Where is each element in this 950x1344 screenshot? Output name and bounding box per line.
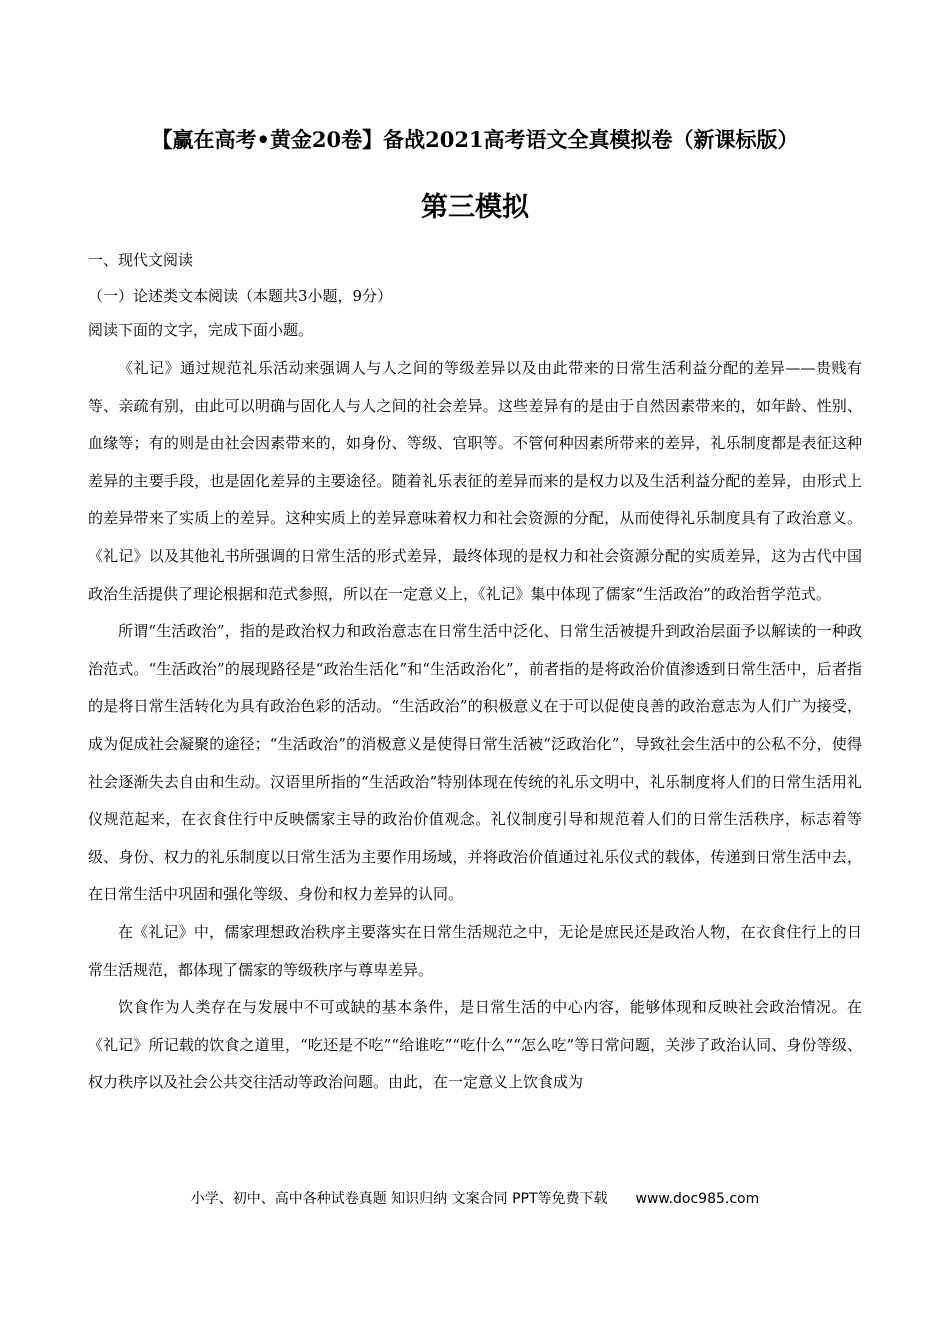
passage-paragraph-1: 《礼记》通过规范礼乐活动来强调人与人之间的等级差异以及由此带来的日常生活利益分配的差异——贵贱有等、亲疏有别，由此可以明确与固化人与人之间的社会差异。这些差异有的是由于自然因素带来的，如年龄、性别、血缘等；有的则是由社会因素带来的，如身份、等级、官职等。不管何种因素所带来的差异，礼乐制度都是表征这种差异的主要手段，也是固化差异的主要途径。随着礼乐表征的差异而来的是权力以及生活利益分配的差异，由形式上的差异带来了实质上的差异。这种实质上的差异意味着权力和社会资源的分配，从而使得礼乐制度具有了政治意义。《礼记》以及其他礼书所强调的日常生活的形式差异，最终体现的是权力和社会资源分配的实质差异，这为古代中国政治生活提供了理论根据和范式参照，所以在一定意义上，《礼记》集中体现了儒家“生活政治”的政治哲学范式。 [88,359,862,603]
reading-instruction: 阅读下面的文字，完成下面小题。 [88,321,314,339]
passage-paragraph-4: 饮食作为人类存在与发展中不可或缺的基本条件，是日常生活的中心内容，能够体现和反映社会政治情况。在《礼记》所记载的饮食之道里，“吃还是不吃”“给谁吃”“吃什么”“怎么吃”等日常问题，关涉了政治认同、身份等级、权力秩序以及社会公共交往活动等政治问题。由此，在一定意义上饮食成为 [88,998,862,1092]
sub-heading: （一）论述类文本阅读（本题共3小题，9分） [88,287,393,305]
section-heading: 一、现代文阅读 [88,251,194,269]
footer-site-link[interactable]: www.doc985.com [635,1191,760,1207]
footer-text: 小学、初中、高中各种试卷真题 知识归纳 文案合同 PPT等免费下载 [190,1191,608,1207]
passage-paragraph-3: 在《礼记》中，儒家理想政治秩序主要落实在日常生活规范之中，无论是庶民还是政治人物，在衣食住行上的日常生活规范，都体现了儒家的等级秩序与尊卑差异。 [88,922,862,979]
passage-paragraph-2: 所谓“生活政治”，指的是政治权力和政治意志在日常生活中泛化、日常生活被提升到政治层面予以解读的一种政治范式。“生活政治”的展现路径是“政治生活化”和“生活政治化”，前者指的是将政治价值渗透到日常生活中，后者指的是将日常生活转化为具有政治色彩的活动。“生活政治”的积极意义在于可以促使良善的政治意志为人们广为接受，成为促成社会凝聚的途径；“生活政治”的消极意义是使得日常生活被“泛政治化”，导致社会生活中的公私不分，使得社会逐渐失去自由和生动。汉语里所指的“生活政治”特别体现在传统的礼乐文明中，礼乐制度将人们的日常生活用礼仪规范起来，在衣食住行中反映儒家主导的政治价值观念。礼仪制度引导和规范着人们的日常生活秩序，标志着等级、身份、权力的礼乐制度以日常生活为主要作用场域，并将政治价值通过礼乐仪式的载体，传递到日常生活中去，在日常生活中巩固和强化等级、身份和权力差异的认同。 [88,622,862,904]
reading-passage [88,350,862,1102]
document-title: 【赢在高考•黄金20卷】备战2021高考语文全真模拟卷（新课标版） [151,127,799,152]
page-footer [0,1187,950,1211]
document-subtitle: 第三模拟 [421,192,529,223]
